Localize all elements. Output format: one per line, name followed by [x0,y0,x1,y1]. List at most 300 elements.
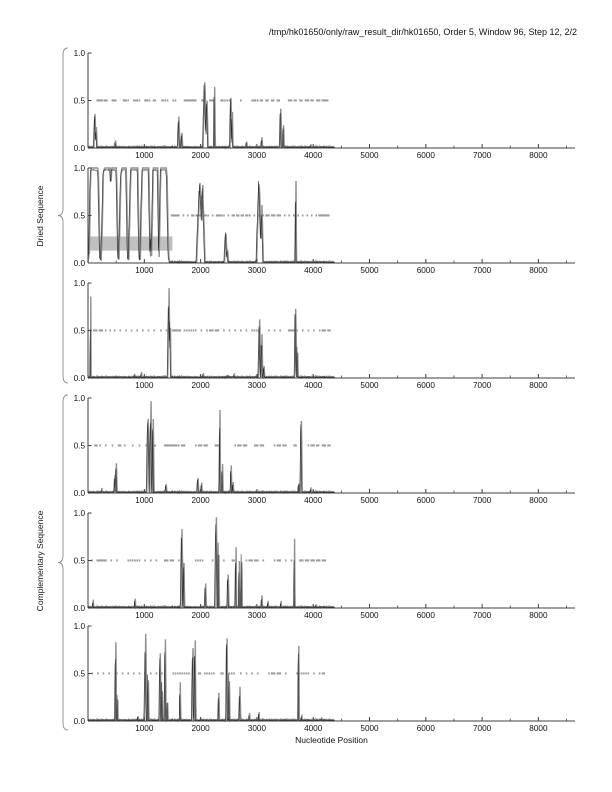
y-tick-label: 0.0 [73,259,85,268]
y-tick-label: 0.0 [73,604,85,613]
annotation-tick [293,99,296,101]
annotation-tick [234,444,236,446]
annotation-tick [97,672,99,674]
annotation-tick [169,444,171,446]
annotation-tick [188,329,190,331]
y-tick-label: 1.0 [73,509,85,518]
y-tick-label: 0.5 [73,326,85,336]
trace-dark [88,85,335,148]
annotation-tick [162,99,164,101]
annotation-tick [254,214,256,216]
annotation-tick [199,559,201,561]
annotation-tick [223,214,225,216]
annotation-tick [326,214,329,216]
annotation-tick [132,559,134,561]
annotation-tick [147,99,149,101]
annotation-tick [212,214,214,216]
annotation-tick [302,559,304,561]
x-tick-label: 8000 [529,724,548,733]
annotation-tick [222,99,224,101]
annotation-tick [246,329,248,331]
annotation-tick [322,672,325,674]
annotation-tick [172,99,174,101]
x-tick-label: 2000 [191,611,210,620]
annotation-tick [234,329,236,331]
annotation-tick [224,99,226,101]
x-tick-label: 1000 [135,724,154,733]
x-tick-label: 7000 [472,496,492,505]
annotation-tick [285,444,287,446]
annotation-tick [104,99,107,101]
annotation-tick [303,672,305,674]
annotation-tick [167,99,169,101]
panel-4 [74,394,575,505]
annotation-tick [302,214,304,216]
annotation-tick [136,329,138,331]
annotation-tick [102,329,104,331]
annotation-tick [131,329,133,331]
annotation-tick [172,559,174,561]
annotation-tick [313,444,315,446]
x-tick-label: 6000 [416,496,435,505]
annotation-tick [105,444,107,446]
annotation-tick [324,329,326,331]
annotation-tick [99,444,101,446]
trace-gray [88,82,335,147]
annotation-tick [240,329,242,331]
annotation-tick [186,672,188,674]
x-tick-label: 4000 [304,611,323,620]
annotation-tick [100,99,103,101]
annotation-tick [111,559,113,561]
annotation-tick [127,672,129,674]
y-tick-label: 0.5 [73,96,85,106]
annotation-tick [315,214,317,216]
x-tick-label: 5000 [360,496,379,505]
annotation-tick [255,99,257,101]
x-tick-label: 5000 [360,724,379,733]
trace-dark [88,524,335,607]
annotation-tick [201,329,203,331]
panel-3 [74,279,575,390]
annotation-tick [185,99,187,101]
annotation-tick [184,329,186,331]
x-tick-label: 3000 [247,151,267,160]
annotation-tick [293,214,295,216]
y-tick-label: 0.0 [73,489,85,498]
annotation-tick [139,444,141,446]
annotation-tick [156,672,158,674]
trace-dark [88,422,335,492]
annotation-tick [311,214,313,216]
annotation-tick [127,559,129,561]
annotation-tick [319,99,321,101]
annotation-tick [156,559,158,561]
brace-dried-sequence [58,48,68,383]
panel-6 [74,622,575,733]
annotation-tick [113,99,115,101]
x-tick-label: 3000 [247,496,267,505]
annotation-tick [125,329,127,331]
annotation-tick [217,329,219,331]
annotation-tick [228,214,230,216]
annotation-tick [246,672,248,674]
x-tick-label: 5000 [360,611,379,620]
annotation-tick [319,329,321,331]
x-tick-label: 2000 [191,724,210,733]
y-tick-label: 0.0 [73,717,85,726]
annotation-tick [114,329,116,331]
y-tick-label: 0.5 [73,556,85,566]
annotation-tick [245,214,248,216]
x-tick-label: 4000 [304,381,323,390]
y-tick-label: 1.0 [73,49,85,58]
annotation-tick [257,444,259,446]
annotation-tick [263,559,265,561]
y-tick-label: 0.0 [73,144,85,153]
annotation-tick [288,214,290,216]
x-tick-label: 3000 [247,611,267,620]
annotation-tick [271,99,274,101]
annotation-tick [206,444,208,446]
annotation-tick [206,329,208,331]
annotation-tick [190,329,192,331]
annotation-tick [161,672,163,674]
annotation-tick [187,214,189,216]
annotation-tick [241,214,244,216]
annotation-tick [216,214,219,216]
annotation-tick [94,444,97,446]
x-tick-label: 6000 [416,611,435,620]
annotation-tick [142,329,144,331]
annotation-tick [166,444,168,446]
annotation-tick [324,214,326,216]
annotation-tick [324,559,326,561]
annotation-tick [127,99,129,101]
trace-gray [88,517,335,607]
x-tick-label: 1000 [135,611,154,620]
panel-5 [74,509,575,620]
annotation-tick [149,99,151,101]
annotation-tick [118,444,121,446]
annotation-tick [251,99,253,101]
annotation-tick [325,99,328,101]
x-tick-label: 7000 [472,151,492,160]
annotation-tick [246,444,248,446]
annotation-tick [299,99,302,101]
annotation-tick [251,672,253,674]
annotation-tick [153,329,155,331]
annotation-tick [257,99,259,101]
annotation-tick [184,672,186,674]
annotation-tick [125,99,127,101]
x-tick-label: 7000 [472,724,492,733]
x-tick-label: 3000 [247,266,267,275]
annotation-tick [133,99,135,101]
annotation-tick [176,444,178,446]
annotation-tick [195,444,197,446]
panel-2 [74,164,575,275]
annotation-tick [197,559,199,561]
x-tick-label: 8000 [529,266,548,275]
annotation-tick [220,672,223,674]
annotation-tick [206,672,208,674]
annotation-tick [308,329,310,331]
annotation-tick [139,99,141,101]
annotation-tick [265,99,268,101]
x-tick-label: 4000 [304,724,323,733]
annotation-tick [136,99,138,101]
annotation-tick [130,559,132,561]
annotation-tick [279,672,281,674]
annotation-tick [319,559,321,561]
annotation-tick [213,672,215,674]
annotation-tick [313,329,315,331]
annotation-tick [268,214,270,216]
annotation-tick [323,99,325,101]
annotation-tick [178,559,180,561]
annotation-tick [112,444,114,446]
annotation-tick [263,444,265,446]
annotation-tick [290,329,292,331]
annotation-tick [167,559,169,561]
annotation-tick [229,329,231,331]
annotation-tick [308,559,310,561]
annotation-tick [122,672,124,674]
annotation-tick [120,329,122,331]
annotation-tick [257,559,259,561]
annotation-tick [240,99,242,101]
x-tick-label: 4000 [304,496,323,505]
group-label-complementary: Complementary Sequence [35,510,45,612]
annotation-tick [172,444,174,446]
annotation-tick [211,672,213,674]
annotation-tick [153,99,156,101]
annotation-tick [193,329,195,331]
annotation-tick [279,214,281,216]
annotation-tick [139,559,141,561]
annotation-tick [327,444,330,446]
annotation-tick [306,214,308,216]
annotation-tick [150,559,152,561]
annotation-tick [327,329,330,331]
annotation-tick [301,672,303,674]
annotation-tick [308,444,310,446]
annotation-tick [132,444,134,446]
annotation-tick [179,329,181,331]
annotation-tick [202,559,204,561]
annotation-tick [184,444,186,446]
annotation-tick [115,99,117,101]
annotation-tick [96,329,98,331]
x-tick-label: 7000 [472,381,492,390]
annotation-tick [175,672,177,674]
x-tick-label: 6000 [416,381,435,390]
annotation-tick [274,672,276,674]
annotation-tick [133,672,135,674]
annotation-tick [319,672,321,674]
annotation-tick [291,99,293,101]
annotation-tick [223,559,225,561]
annotation-tick [256,329,258,331]
annotation-tick [179,672,181,674]
annotation-tick [233,672,235,674]
annotation-tick [313,672,315,674]
annotation-tick [208,672,210,674]
annotation-tick [124,444,126,446]
annotation-tick [268,672,270,674]
annotation-tick [260,99,263,101]
annotation-tick [178,214,180,216]
annotation-tick [277,99,280,101]
annotation-tick [226,99,228,101]
annotation-tick [134,559,136,561]
x-tick-label: 5000 [360,266,379,275]
annotation-tick [150,672,152,674]
annotation-tick [103,672,105,674]
x-tick-label: 4000 [304,151,323,160]
annotation-tick [274,444,276,446]
x-tick-label: 6000 [416,151,435,160]
x-tick-label: 1000 [135,381,154,390]
y-tick-label: 1.0 [73,622,85,631]
annotation-tick [212,559,214,561]
annotation-tick [177,672,179,674]
annotation-tick [324,444,326,446]
annotation-tick [195,329,197,331]
x-tick-label: 2000 [191,151,210,160]
x-tick-label: 7000 [472,266,492,275]
annotation-tick [251,329,253,331]
x-tick-label: 2000 [191,266,210,275]
panel-1 [74,49,575,160]
annotation-tick [284,214,286,216]
annotation-tick [172,672,174,674]
y-tick-label: 0.5 [73,211,85,221]
annotation-tick [249,214,251,216]
annotation-tick [165,99,167,101]
annotation-tick [201,444,203,446]
annotation-tick [231,672,233,674]
x-tick-label: 6000 [416,724,435,733]
x-tick-label: 1000 [135,151,154,160]
annotation-tick [240,444,242,446]
annotation-tick [291,329,294,331]
annotation-tick [160,329,162,331]
annotation-tick [254,329,256,331]
annotation-tick [285,559,287,561]
annotation-tick [191,214,194,216]
x-tick-label: 2000 [191,381,210,390]
x-tick-label: 8000 [529,151,548,160]
x-tick-label: 3000 [247,381,267,390]
annotation-tick [91,559,93,561]
x-tick-label: 8000 [529,496,548,505]
group-label-dried: Dried Sequence [35,185,45,247]
annotation-tick [219,214,222,216]
y-tick-label: 0.5 [73,669,85,679]
annotation-tick [274,214,276,216]
annotation-tick [181,672,183,674]
annotation-tick [236,214,239,216]
x-tick-label: 1000 [135,266,154,275]
x-tick-label: 8000 [529,611,548,620]
annotation-tick [109,329,111,331]
y-tick-label: 1.0 [73,394,85,403]
plot-title: /tmp/hk01650/only/raw_result_dir/hk01650, Order 5, Window 96, Step 12, 2/2 [268,27,577,37]
trace-dark [88,644,335,720]
annotation-tick [207,214,209,216]
annotation-tick [232,214,235,216]
annotation-tick [279,559,281,561]
annotation-tick [175,99,177,101]
y-tick-label: 0.0 [73,374,85,383]
annotation-tick [246,559,248,561]
annotation-tick [217,444,219,446]
x-tick-label: 3000 [247,724,267,733]
brace-complementary-sequence [58,395,68,730]
annotation-tick [212,329,214,331]
annotation-tick [105,329,107,331]
annotation-tick [98,559,100,561]
annotation-tick [223,329,225,331]
annotation-tick [302,329,304,331]
annotation-tick [105,559,107,561]
y-tick-label: 1.0 [73,279,85,288]
annotation-tick [316,444,319,446]
annotation-tick [188,99,190,101]
y-tick-label: 1.0 [73,164,85,173]
annotation-tick [183,214,185,216]
x-tick-label: 6000 [416,266,435,275]
annotation-tick [251,559,253,561]
annotation-tick [91,672,93,674]
annotation-tick [116,559,118,561]
annotation-tick [198,672,201,674]
y-tick-label: 0.5 [73,441,85,451]
annotation-tick [291,559,293,561]
annotation-tick [178,444,180,446]
annotation-tick [136,559,138,561]
x-tick-label: 5000 [360,381,379,390]
annotation-tick [102,559,104,561]
annotation-tick [148,329,150,331]
annotation-tick [308,672,310,674]
annotation-tick [297,214,299,216]
annotation-tick [240,672,242,674]
annotation-tick [176,329,178,331]
x-tick-label: 1000 [135,496,154,505]
annotation-tick [195,559,197,561]
x-axis-label: Nucleotide Position [295,735,368,745]
annotation-tick [310,99,313,101]
annotation-tick [308,99,310,101]
trace-gray [88,288,335,377]
annotation-tick [232,559,235,561]
annotation-tick [305,672,307,674]
annotation-tick [204,672,206,674]
annotation-tick [186,329,188,331]
annotation-tick [166,329,168,331]
annotation-tick [274,559,276,561]
annotation-tick [257,672,259,674]
annotation-tick [285,672,287,674]
annotation-tick [279,444,281,446]
annotation-tick [139,672,141,674]
x-tick-label: 7000 [472,611,492,620]
annotation-tick [313,559,315,561]
annotation-tick [268,329,270,331]
